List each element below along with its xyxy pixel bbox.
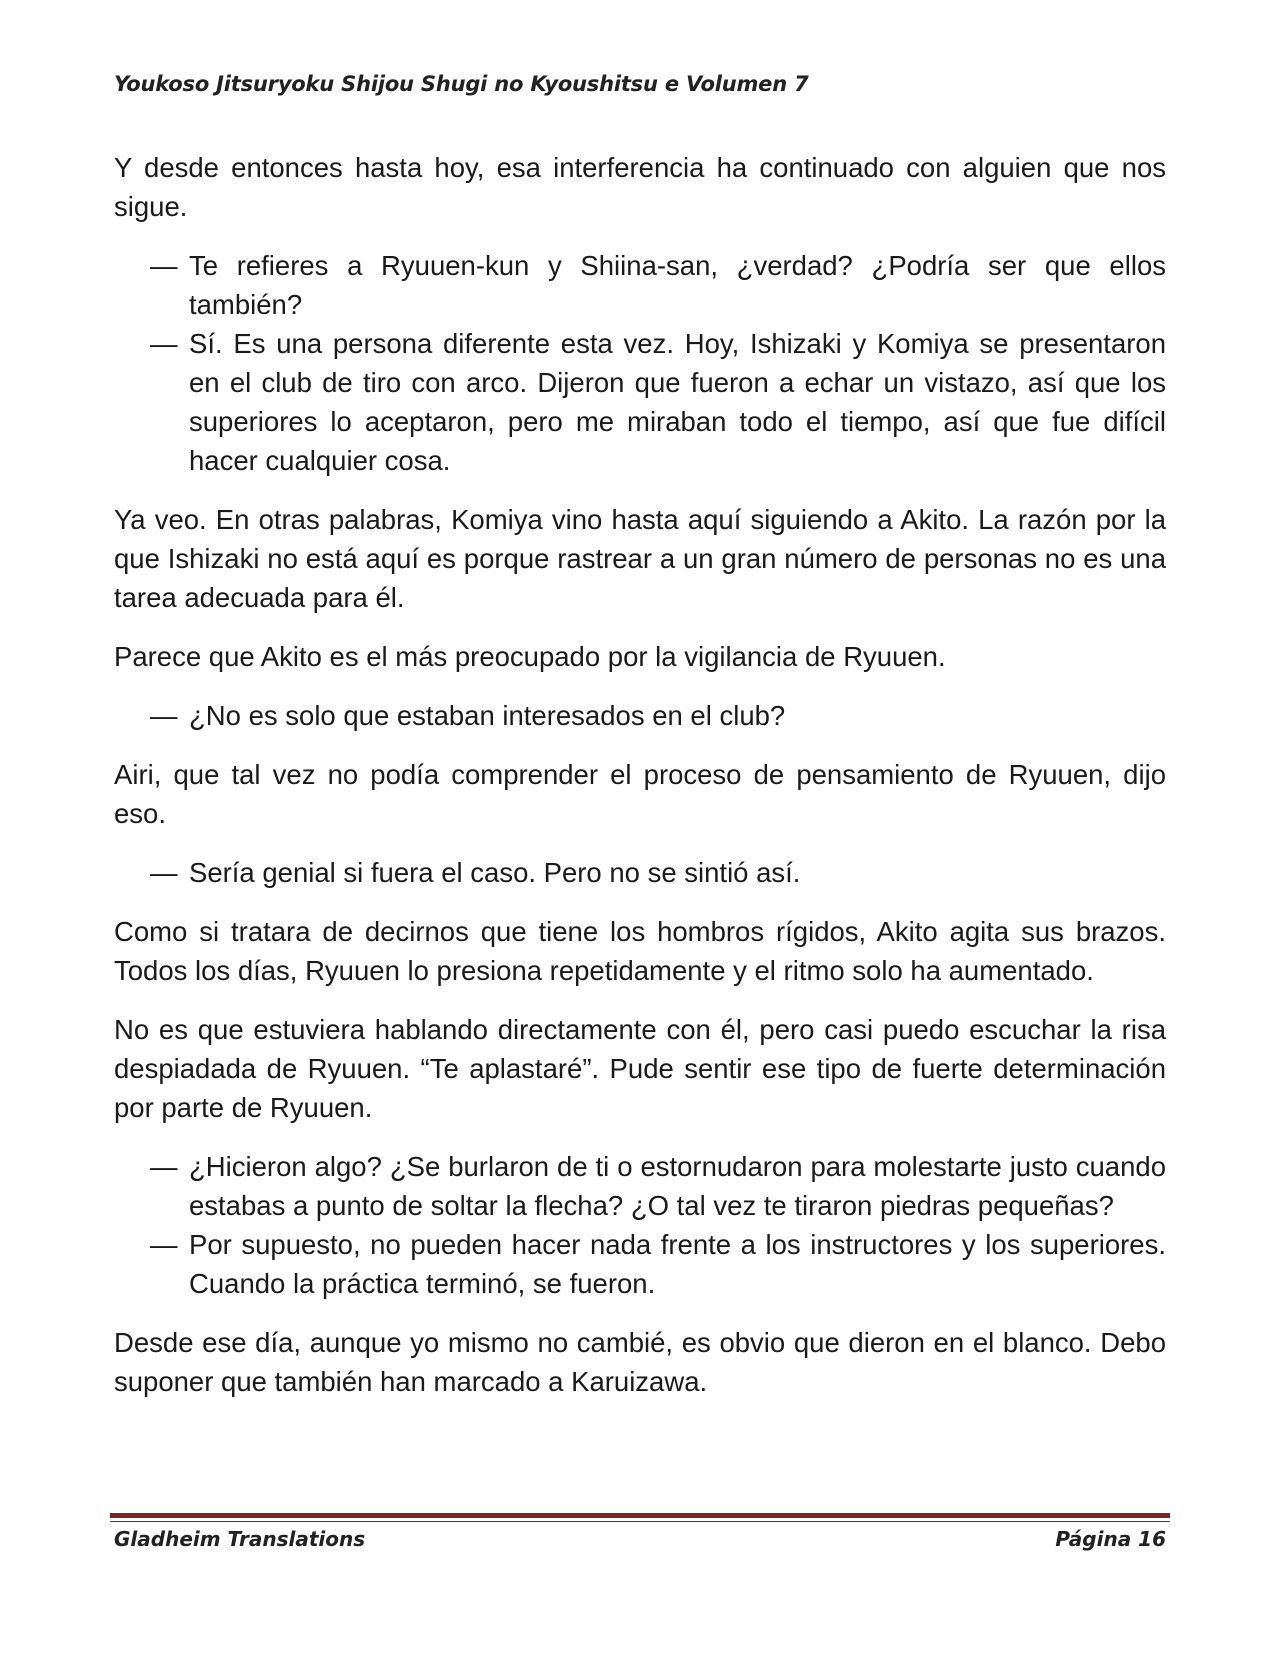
dialog-line [114, 1225, 1166, 1303]
footer-rule-thin [110, 1521, 1170, 1522]
dialog-group [114, 696, 1166, 735]
dialog-line [114, 246, 1166, 324]
dialog-line [114, 853, 1166, 892]
dialog-dash: — [150, 1229, 178, 1260]
dialog-dash: — [150, 700, 178, 731]
dialog-line [114, 324, 1166, 480]
dialog-text: Sería genial si fuera el caso. Pero no se sintió así. [189, 857, 801, 888]
dialog-text: ¿Hicieron algo? ¿Se burlaron de ti o estornudaron para molestarte justo cuando estabas a punto de soltar la flecha? ¿O tal vez te tiraron piedras pequeñas? [189, 1151, 1166, 1221]
dialog-group [114, 246, 1166, 480]
footer-rule [110, 1513, 1170, 1518]
dialog-dash: — [150, 857, 178, 888]
dialog-dash: — [150, 250, 178, 281]
paragraph: Airi, que tal vez no podía comprender el proceso de pensamiento de Ryuuen, dijo eso. [114, 759, 1166, 829]
page-header: Youkoso Jitsuryoku Shijou Shugi no Kyoushitsu e Volumen 7 [114, 72, 809, 96]
dialog-group [114, 1147, 1166, 1303]
paragraph: Ya veo. En otras palabras, Komiya vino hasta aquí siguiendo a Akito. La razón por la que Ishizaki no está aquí es porque rastrear a un gran número de personas no es una tarea adecuada para él. [114, 504, 1166, 613]
paragraph: Y desde entonces hasta hoy, esa interferencia ha continuado con alguien que nos sigue. [114, 152, 1166, 222]
dialog-line [114, 1147, 1166, 1225]
page-footer [114, 1527, 1166, 1551]
dialog-group [114, 853, 1166, 892]
footer-publisher: Gladheim Translations [114, 1527, 366, 1551]
paragraph: Parece que Akito es el más preocupado por la vigilancia de Ryuuen. [114, 641, 946, 672]
dialog-text: Por supuesto, no pueden hacer nada frente a los instructores y los superiores. Cuando la práctica terminó, se fueron. [189, 1229, 1166, 1299]
dialog-text: ¿No es solo que estaban interesados en el club? [189, 700, 786, 731]
paragraph: Como si tratara de decirnos que tiene los hombros rígidos, Akito agita sus brazos. Todos los días, Ryuuen lo presiona repetidamente y el ritmo solo ha aumentado. [114, 916, 1166, 986]
dialog-dash: — [150, 1151, 178, 1182]
dialog-dash: — [150, 328, 178, 359]
paragraph: No es que estuviera hablando directamente con él, pero casi puedo escuchar la risa despiadada de Ryuuen. “Te aplastaré”. Pude sentir ese tipo de fuerte determinación por parte de Ryuuen. [114, 1014, 1166, 1123]
dialog-line [114, 696, 1166, 735]
paragraph: Desde ese día, aunque yo mismo no cambié, es obvio que dieron en el blanco. Debo suponer que también han marcado a Karuizawa. [114, 1327, 1166, 1397]
page-number: Página 16 [1055, 1527, 1166, 1551]
dialog-text: Te refieres a Ryuuen-kun y Shiina-san, ¿verdad? ¿Podría ser que ellos también? [189, 250, 1166, 320]
page-body [114, 148, 1166, 1421]
dialog-text: Sí. Es una persona diferente esta vez. Hoy, Ishizaki y Komiya se presentaron en el club de tiro con arco. Dijeron que fueron a echar un vistazo, así que los superiores lo aceptaron, pero me miraban todo el tiempo, así que fue difícil hacer cualquier cosa. [189, 328, 1166, 476]
